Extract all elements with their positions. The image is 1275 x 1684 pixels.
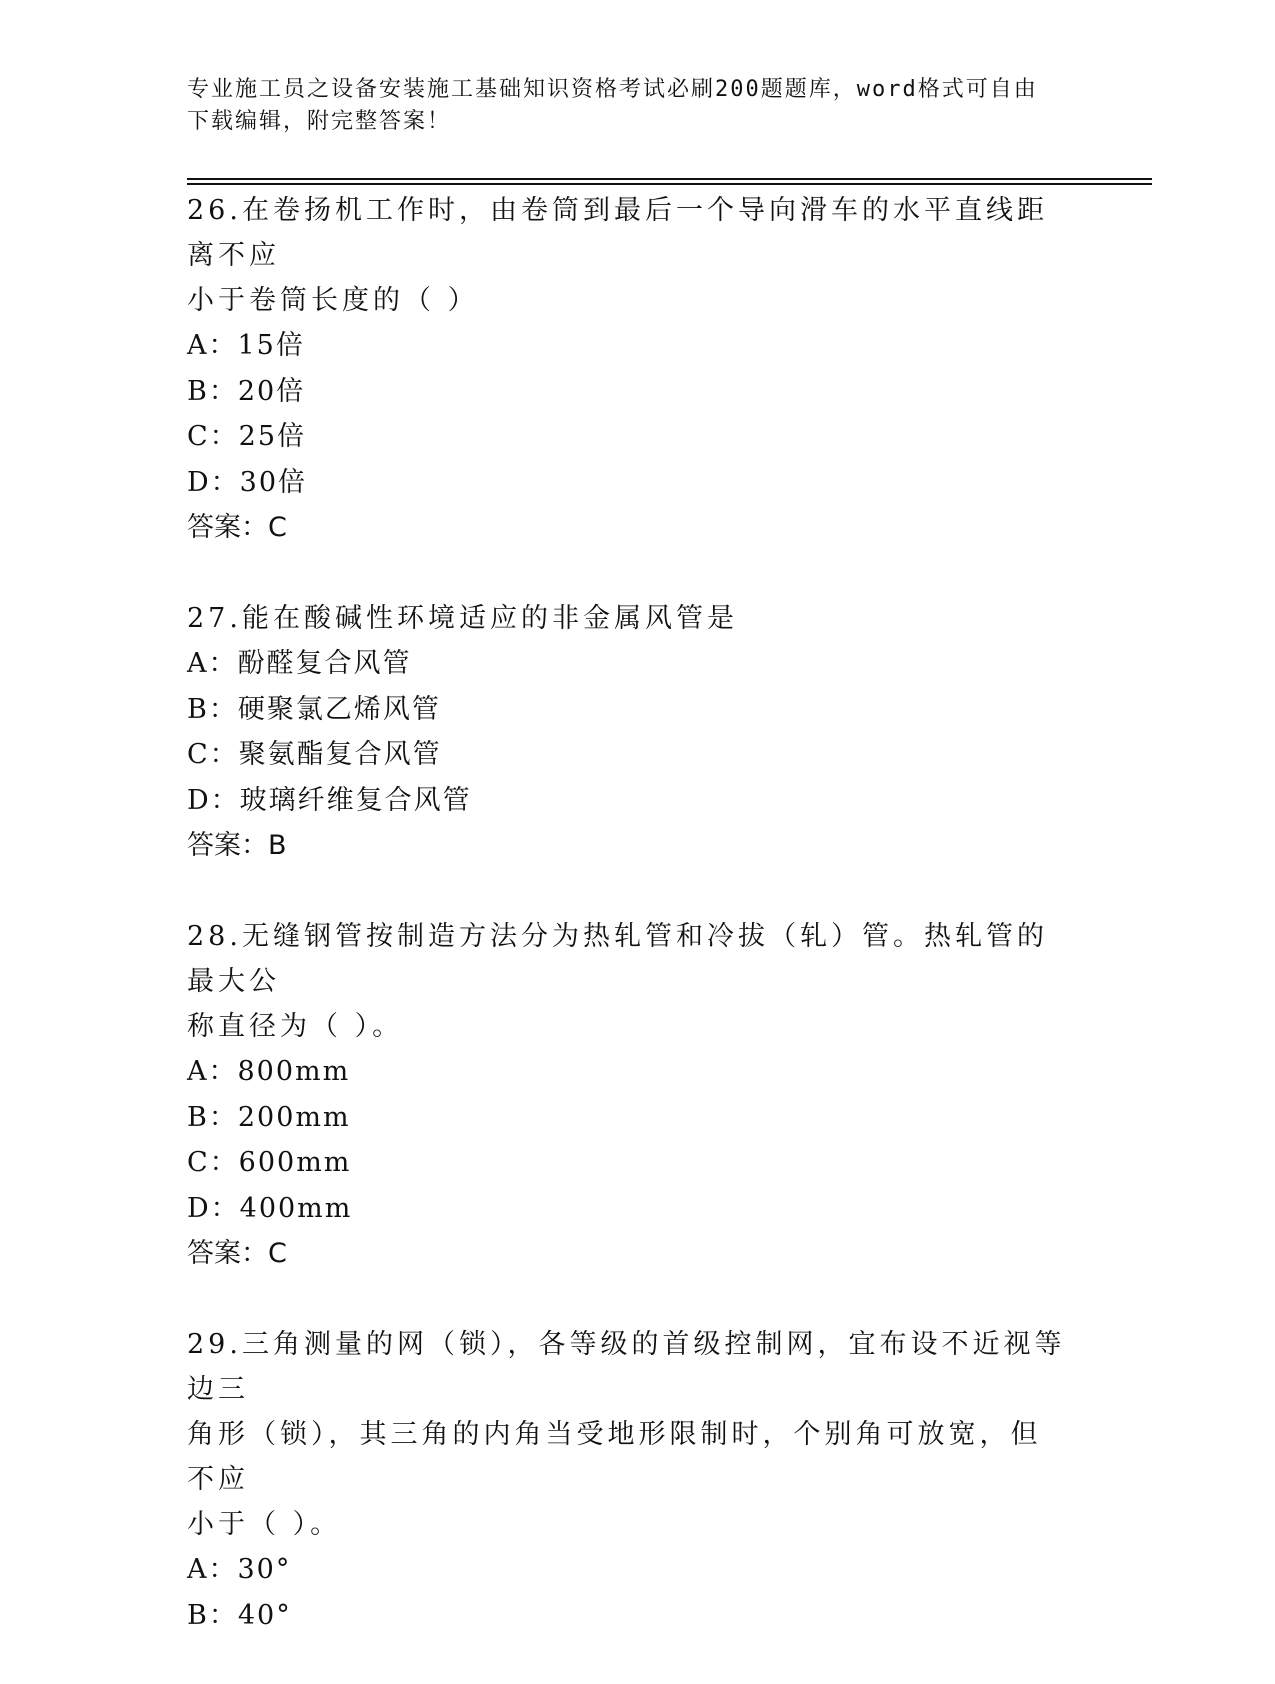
header-line-2: 下载编辑，附完整答案！: [187, 109, 452, 134]
option-b: B：200mm: [187, 1101, 351, 1133]
option-b: B：40°: [187, 1599, 292, 1631]
question-text-line: 27.能在酸碱性环境适应的非金属风管是: [187, 603, 738, 634]
question-text-line: 称直径为（ ）。: [187, 1011, 404, 1042]
question-text-line: 28.无缝钢管按制造方法分为热轧管和冷拔（轧）管。热轧管的最大公: [187, 921, 1048, 997]
document-header: [187, 74, 1067, 138]
answer: 答案：C: [187, 512, 287, 543]
question-text-line: 29.三角测量的网（锁），各等级的首级控制网，宜布设不近视等边三: [187, 1329, 1066, 1405]
question-28: [187, 914, 1067, 1276]
header-divider-top: [187, 178, 1152, 180]
option-d: D：400mm: [187, 1192, 353, 1224]
option-a: A：15倍: [187, 330, 305, 361]
answer: 答案：C: [187, 1238, 287, 1269]
option-b: B：硬聚氯乙烯风管: [187, 693, 441, 725]
option-c: C：25倍: [187, 421, 307, 452]
header-divider-bottom: [187, 183, 1152, 185]
question-text-line: 小于（ ）。: [187, 1509, 342, 1540]
answer: 答案：B: [187, 830, 287, 861]
question-text-line: 角形（锁），其三角的内角当受地形限制时，个别角可放宽，但不应: [187, 1419, 1042, 1495]
question-27: [187, 596, 1067, 868]
option-a: A：800mm: [187, 1056, 351, 1087]
option-a: A：酚醛复合风管: [187, 648, 412, 679]
question-26: [187, 188, 1067, 550]
question-29: [187, 1322, 1067, 1638]
option-c: C：聚氨酯复合风管: [187, 739, 442, 770]
option-c: C：600mm: [187, 1147, 352, 1178]
option-d: D：30倍: [187, 466, 308, 498]
question-list: [187, 188, 1067, 1684]
option-d: D：玻璃纤维复合风管: [187, 784, 472, 816]
option-b: B：20倍: [187, 375, 306, 407]
question-text-line: 小于卷筒长度的（ ）: [187, 285, 479, 316]
option-a: A：30°: [187, 1554, 292, 1585]
question-text-line: 26.在卷扬机工作时，由卷筒到最后一个导向滑车的水平直线距离不应: [187, 195, 1048, 271]
header-line-1: 专业施工员之设备安装施工基础知识资格考试必刷200题题库，word格式可自由: [187, 77, 1038, 102]
